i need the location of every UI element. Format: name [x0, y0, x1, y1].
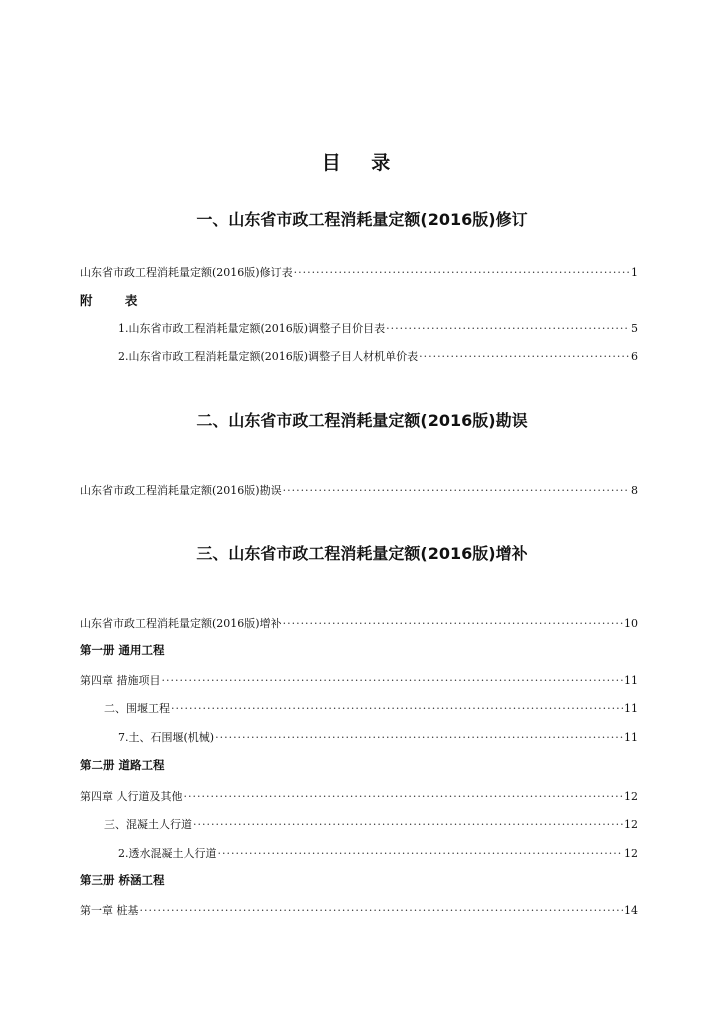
toc-leader-dots: [283, 617, 623, 630]
toc-page-number: 1: [631, 266, 638, 279]
toc-entry-concrete-sidewalk[interactable]: [104, 816, 638, 832]
toc-leader-dots: [171, 702, 623, 715]
toc-leader-dots: [218, 847, 624, 860]
toc-entry-earth-cofferdam[interactable]: [118, 729, 638, 745]
toc-entry-text: 2.山东省市政工程消耗量定额(2016版)调整子目人材机单价表: [118, 350, 419, 363]
toc-page-number: 6: [631, 350, 638, 363]
toc-entry-unit-price-table[interactable]: [118, 348, 638, 364]
toc-page-number: 12: [624, 790, 638, 803]
toc-leader-dots: [294, 266, 630, 279]
toc-page-number: 14: [624, 904, 638, 917]
toc-entry-text: 第四章 人行道及其他: [80, 790, 183, 803]
section-heading-revision: 一、山东省市政工程消耗量定额(2016版)修订: [196, 210, 528, 229]
toc-page-number: 12: [624, 818, 638, 831]
toc-entry-pile-foundation[interactable]: [80, 902, 638, 918]
toc-entry-text: 山东省市政工程消耗量定额(2016版)勘误: [80, 484, 282, 497]
toc-page-number: 11: [624, 731, 638, 744]
toc-page-number: 12: [624, 847, 638, 860]
toc-entry-sidewalk[interactable]: [80, 788, 638, 804]
toc-entry-text: 2.透水混凝土人行道: [118, 847, 217, 860]
toc-leader-dots: [419, 350, 630, 363]
toc-entry-revision-table[interactable]: [80, 264, 638, 280]
section-heading-errata: 二、山东省市政工程消耗量定额(2016版)勘误: [196, 411, 528, 430]
toc-leader-dots: [283, 484, 630, 497]
volume-label-road: 第二册 道路工程: [80, 758, 165, 772]
toc-entry-cofferdam[interactable]: [104, 700, 638, 716]
toc-entry-text: 三、混凝土人行道: [104, 818, 192, 831]
toc-leader-dots: [215, 731, 623, 744]
toc-leader-dots: [193, 818, 623, 831]
toc-entry-text: 第四章 措施项目: [80, 674, 161, 687]
toc-entry-text: 二、围堰工程: [104, 702, 170, 715]
toc-page-number: 11: [624, 702, 638, 715]
toc-entry-errata[interactable]: [80, 482, 638, 498]
toc-leader-dots: [140, 904, 624, 917]
toc-page-number: 11: [624, 674, 638, 687]
toc-page-number: 8: [631, 484, 638, 497]
page-title: 目 录: [321, 152, 403, 174]
toc-entry-text: 第一章 桩基: [80, 904, 139, 917]
toc-page-number: 5: [631, 322, 638, 335]
toc-entry-measures[interactable]: [80, 672, 638, 688]
toc-entry-text: 7.土、石围堰(机械): [118, 731, 215, 744]
toc-leader-dots: [386, 322, 630, 335]
volume-label-general: 第一册 通用工程: [80, 643, 165, 657]
toc-entry-text: 山东省市政工程消耗量定额(2016版)修订表: [80, 266, 293, 279]
toc-entry-permeable-sidewalk[interactable]: [118, 845, 638, 861]
toc-entry-price-table[interactable]: [118, 320, 638, 336]
toc-entry-supplement[interactable]: [80, 615, 638, 631]
toc-leader-dots: [184, 790, 624, 803]
toc-entry-text: 山东省市政工程消耗量定额(2016版)增补: [80, 617, 282, 630]
volume-label-bridge: 第三册 桥涵工程: [80, 873, 165, 887]
toc-entry-text: 1.山东省市政工程消耗量定额(2016版)调整子目价目表: [118, 322, 386, 335]
toc-page-number: 10: [624, 617, 638, 630]
toc-leader-dots: [162, 674, 624, 687]
appendix-label: 附 表: [80, 293, 152, 308]
section-heading-supplement: 三、山东省市政工程消耗量定额(2016版)增补: [196, 544, 528, 563]
